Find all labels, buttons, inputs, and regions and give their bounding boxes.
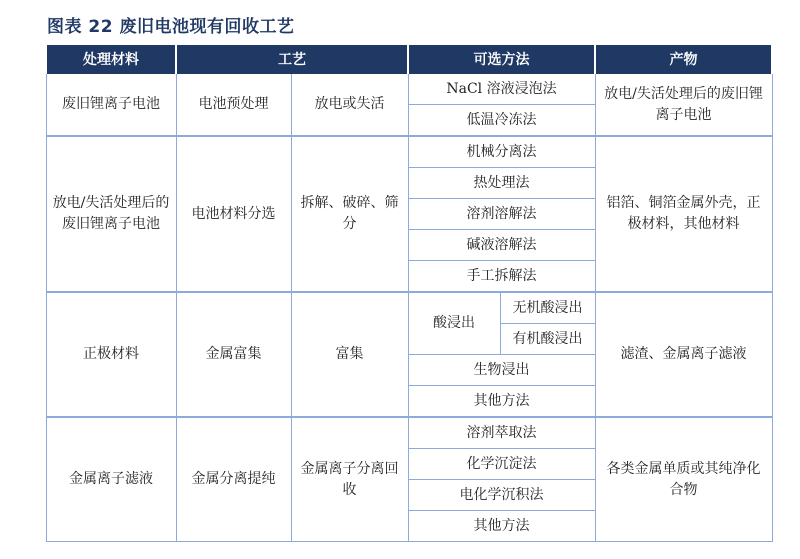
material-cell: 废旧锂离子电池 <box>46 73 176 136</box>
method-cell: 其他方法 <box>408 386 595 418</box>
process-cell: 金属富集 <box>176 292 291 417</box>
product-cell: 放电/失活处理后的废旧锂离子电池 <box>595 73 772 136</box>
process-cell: 金属分离提纯 <box>176 417 291 542</box>
table-row <box>46 417 772 449</box>
method-cell: 生物浸出 <box>408 355 595 386</box>
method-cell: 无机酸浸出 <box>500 292 595 324</box>
product-cell: 滤渣、金属离子滤液 <box>595 292 772 417</box>
sub-process-cell: 金属离子分离回收 <box>291 417 408 542</box>
sub-process-cell: 富集 <box>291 292 408 417</box>
sub-process-cell: 拆解、破碎、筛分 <box>291 136 408 292</box>
method-cell: 溶剂溶解法 <box>408 199 595 230</box>
method-cell: 化学沉淀法 <box>408 449 595 480</box>
product-cell: 铝箔、铜箔金属外壳，正极材料，其他材料 <box>595 136 772 292</box>
method-cell: 溶剂萃取法 <box>408 417 595 449</box>
recycling-process-table <box>45 45 773 542</box>
process-cell: 电池材料分选 <box>176 136 291 292</box>
header-row <box>46 45 772 73</box>
product-cell: 各类金属单质或其纯净化合物 <box>595 417 772 542</box>
header-methods: 可选方法 <box>408 45 595 73</box>
table-row <box>46 73 772 105</box>
header-product: 产物 <box>595 45 772 73</box>
method-cell: 低温冷冻法 <box>408 105 595 137</box>
figure-title: 图表 22 废旧电池现有回收工艺 <box>47 17 295 37</box>
process-cell: 电池预处理 <box>176 73 291 136</box>
material-cell: 放电/失活处理后的废旧锂离子电池 <box>46 136 176 292</box>
method-cell: 其他方法 <box>408 511 595 542</box>
header-material: 处理材料 <box>46 45 176 73</box>
table-row <box>46 292 772 324</box>
method-cell: 电化学沉积法 <box>408 480 595 511</box>
method-cell: 手工拆解法 <box>408 261 595 293</box>
table-row <box>46 136 772 168</box>
method-cell: 热处理法 <box>408 168 595 199</box>
header-process: 工艺 <box>176 45 408 73</box>
method-cell: NaCl 溶液浸泡法 <box>408 73 595 105</box>
sub-process-cell: 放电或失活 <box>291 73 408 136</box>
method-cell: 碱液溶解法 <box>408 230 595 261</box>
method-cell: 有机酸浸出 <box>500 324 595 355</box>
acid-leach-cell: 酸浸出 <box>408 292 500 355</box>
material-cell: 正极材料 <box>46 292 176 417</box>
material-cell: 金属离子滤液 <box>46 417 176 542</box>
method-cell: 机械分离法 <box>408 136 595 168</box>
